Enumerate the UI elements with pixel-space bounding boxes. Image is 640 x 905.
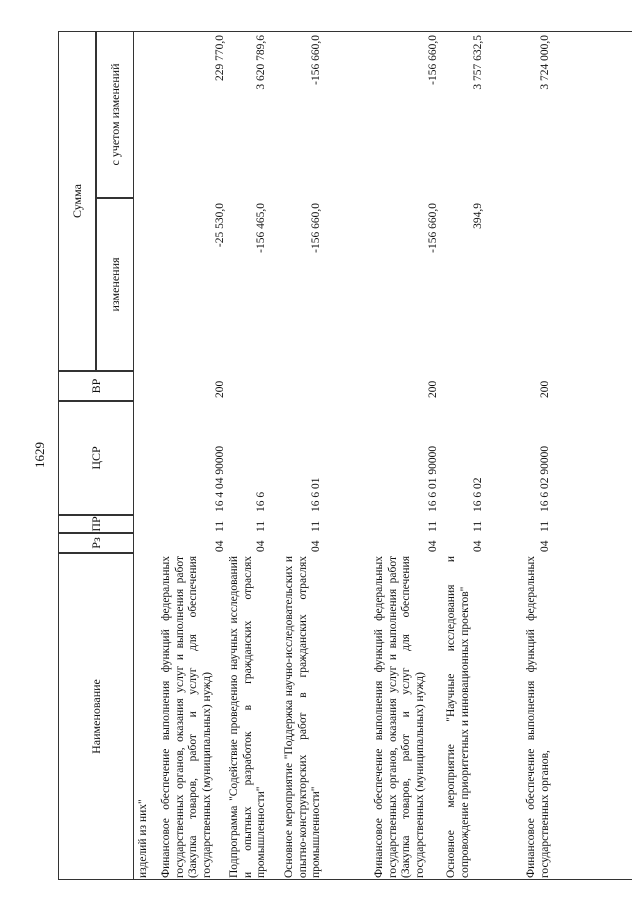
row-1-vr: 200	[214, 380, 226, 398]
row-5-pr: 11	[472, 520, 484, 532]
row-4-vr: 200	[427, 380, 439, 398]
row-2-csr: 16 6	[255, 491, 267, 512]
row-1-csr: 16 4 04 90000	[214, 445, 226, 512]
header-name: Наименование	[58, 553, 134, 880]
row-6-vr: 200	[538, 380, 551, 398]
row-3-csr: 16 6 01	[310, 477, 322, 512]
header-vr: ВР	[58, 371, 134, 401]
row-2-total: 3 620 789,6	[255, 35, 267, 90]
row-2-changes: -156 465,0	[255, 203, 267, 253]
row-2-name: Подпрограмма "Содействие проведению научных исследований и опытных разработок в гражданских отраслях промышленности"	[228, 556, 267, 878]
row-6-pr: 11	[538, 520, 551, 532]
row-6-rz: 04	[538, 540, 551, 552]
row-4-changes: -156 660,0	[427, 203, 439, 253]
row-4-name: Финансовое обеспечение выполнения функций федеральных государственных органов, оказания услуг и выполнения работ (Закупка товаров, работ и услуг для обеспечения государственных (муниципальных) нужд)	[373, 556, 426, 878]
header-sum: Сумма	[58, 31, 96, 371]
row-1-total: 229 770,0	[214, 35, 226, 81]
row-1-pr: 11	[214, 520, 226, 532]
header-with-changes: с учетом изменений	[96, 31, 134, 198]
header-changes: изменения	[96, 198, 134, 371]
row-1-name: Финансовое обеспечение выполнения функций федеральных государственных органов, оказания услуг и выполнения работ (Закупка товаров, работ и услуг для обеспечения государственных (муниципальных) нужд)	[160, 556, 213, 878]
row-3-total: -156 660,0	[310, 35, 322, 85]
row-4-pr: 11	[427, 520, 439, 532]
row-5-changes: 394,9	[472, 203, 484, 229]
row-2-pr: 11	[255, 520, 267, 532]
row-3-name: Основное мероприятие "Поддержка научно-исследовательских и опытно-конструкторских работ в гражданских отраслях промышленности"	[283, 556, 322, 878]
row-6-total: 3 724 000,0	[538, 35, 551, 90]
row-5-csr: 16 6 02	[472, 477, 484, 512]
header-csr: ЦСР	[58, 401, 134, 515]
page-number: 1629	[32, 442, 47, 468]
row-6-name: Финансовое обеспечение выполнения функций федеральных государственных органов,	[525, 556, 551, 878]
row-5-name: Основное мероприятие "Научные исследования и сопровождение приоритетных и инновационных проектов"	[445, 556, 471, 878]
row-5-total: 3 757 632,5	[472, 35, 484, 90]
header-rz: Рз	[58, 533, 134, 553]
row-3-pr: 11	[310, 520, 322, 532]
row-3-rz: 04	[310, 540, 322, 552]
row-1-rz: 04	[214, 540, 226, 552]
row-6-csr: 16 6 02 90000	[538, 445, 551, 512]
row-4-csr: 16 6 01 90000	[427, 445, 439, 512]
row-5-rz: 04	[472, 540, 484, 552]
row-2-rz: 04	[255, 540, 267, 552]
row-4-total: -156 660,0	[427, 35, 439, 85]
row-3-changes: -156 660,0	[310, 203, 322, 253]
row-0-name: изделий из них"	[137, 799, 149, 878]
row-1-changes: -25 530,0	[214, 203, 226, 248]
row-4-rz: 04	[427, 540, 439, 552]
header-pr: ПР	[58, 515, 134, 533]
